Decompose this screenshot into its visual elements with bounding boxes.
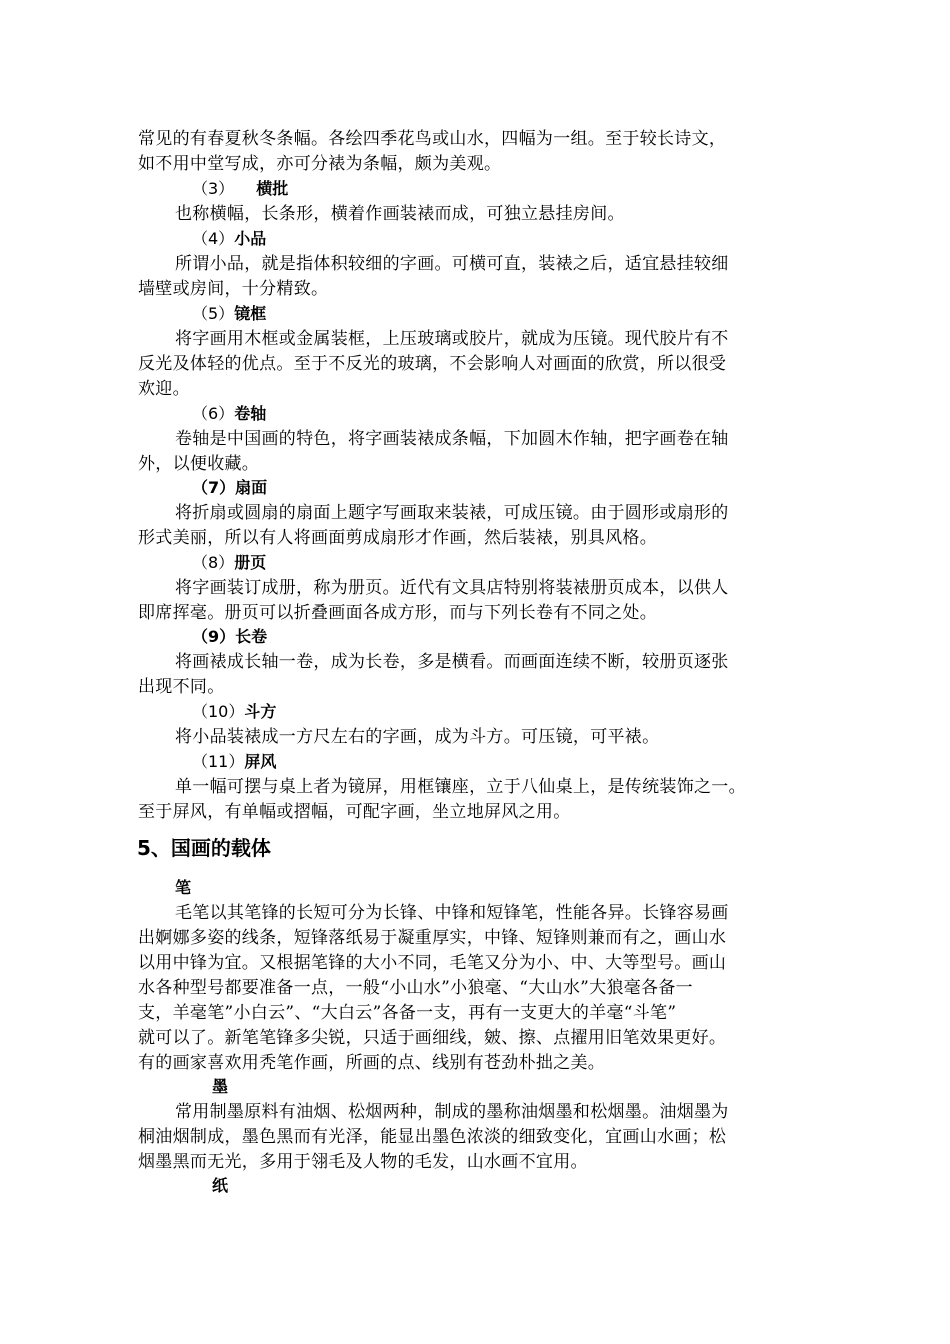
body-text-line: 即席挥毫。册页可以折叠画面各成方形，而与下列长卷有不同之处。 [138, 603, 657, 623]
body-text-line: 墙壁或房间，十分精致。 [138, 279, 329, 299]
subheading-number: （4） [192, 229, 235, 248]
item-heading-brush: 笔 [175, 878, 192, 897]
subheading-number: （5） [192, 304, 235, 323]
body-text-line: 桐油烟制成，墨色黑而有光泽，能显出墨色浓淡的细致变化，宜画山水画；松 [138, 1127, 727, 1147]
subheading-number: （8） [192, 553, 235, 572]
body-text-line: 将折扇或圆扇的扇面上题字写画取来装裱，可成压镜。由于圆形或扇形的 [175, 503, 729, 523]
subheading-number: （11） [192, 752, 245, 771]
body-text-line: 有的画家喜欢用秃笔作画，所画的点、线别有苍劲朴拙之美。 [138, 1053, 606, 1073]
subheading-11 [192, 750, 276, 774]
body-text-line: 如不用中堂写成，亦可分裱为条幅，颇为美观。 [138, 154, 502, 174]
body-text-line: 烟墨黑而无光，多用于翎毛及人物的毛发，山水画不宜用。 [138, 1152, 588, 1172]
body-text-line: 出现不同。 [138, 677, 225, 697]
subheading-4 [192, 227, 266, 251]
subheading-title: 册页 [234, 553, 267, 572]
item-heading-paper: 纸 [212, 1176, 229, 1195]
body-text-line: 将字画用木框或金属装框，上压玻璃或胶片，就成为压镜。现代胶片有不 [175, 329, 729, 349]
body-text-line: 至于屏风，有单幅或摺幅，可配字画，坐立地屏风之用。 [138, 802, 571, 822]
item-heading-ink: 墨 [212, 1077, 229, 1096]
body-text-line: 常见的有春夏秋冬条幅。各绘四季花鸟或山水，四幅为一组。至于较长诗文， [138, 129, 727, 149]
body-text-line: 水各种型号都要准备一点，一般“小山水”小狼毫、“大山水”大狼毫各备一 [138, 978, 693, 998]
body-text-line: 支，羊毫笔”小白云”、“大白云”各备一支，再有一支更大的羊毫“斗笔” [138, 1003, 677, 1023]
subheading-title: 小品 [234, 229, 267, 248]
subheading-title: 卷轴 [234, 404, 267, 423]
body-text-line: 形式美丽，所以有人将画面剪成扇形才作画，然后装裱，别具风格。 [138, 528, 657, 548]
subheading-3 [192, 177, 288, 201]
section-heading: 5、国画的载体 [137, 836, 271, 860]
subheading-8 [192, 551, 266, 575]
body-text-line: 将画裱成长轴一卷，成为长卷，多是横看。而画面连续不断，较册页逐张 [175, 652, 729, 672]
subheading-7 [192, 476, 267, 500]
body-text-line: 毛笔以其笔锋的长短可分为长锋、中锋和短锋笔，性能各异。长锋容易画 [175, 903, 729, 923]
subheading-number: （10） [192, 702, 245, 721]
body-text-line: 欢迎。 [138, 379, 190, 399]
subheading-number: （3） [192, 179, 235, 198]
subheading-title: 斗方 [244, 702, 277, 721]
body-text-line: 所谓小品，就是指体积较细的字画。可横可直，装裱之后，适宜悬挂较细 [175, 254, 729, 274]
body-text-line: 以用中锋为宜。又根据笔锋的大小不同，毛笔又分为小、中、大等型号。画山 [138, 953, 727, 973]
body-text-line: 卷轴是中国画的特色，将字画装裱成条幅，下加圆木作轴，把字画卷在轴 [175, 429, 729, 449]
subheading-number: （9） [192, 627, 236, 646]
body-text-line: 常用制墨原料有油烟、松烟两种，制成的墨称油烟墨和松烟墨。油烟墨为 [175, 1102, 729, 1122]
subheading-title: 横批 [256, 179, 289, 198]
body-text-line: 也称横幅，长条形，横着作画装裱而成，可独立悬挂房间。 [175, 204, 625, 224]
body-text-line: 将字画装订成册，称为册页。近代有文具店特别将装裱册页成本，以供人 [175, 578, 729, 598]
body-text-line: 外，以便收藏。 [138, 454, 260, 474]
subheading-title: 扇面 [235, 478, 268, 497]
subheading-5 [192, 302, 266, 326]
body-text-line: 将小品装裱成一方尺左右的字画，成为斗方。可压镜，可平裱。 [175, 727, 660, 747]
subheading-number: （6） [192, 404, 235, 423]
subheading-10 [192, 700, 276, 724]
subheading-title: 长卷 [235, 627, 268, 646]
subheading-title: 镜框 [234, 304, 267, 323]
body-text-line: 出婀娜多姿的线条，短锋落纸易于凝重厚实，中锋、短锋则兼而有之，画山水 [138, 928, 727, 948]
body-text-line: 单一幅可摆与桌上者为镜屏，用框镶座，立于八仙桌上，是传统装饰之一。 [175, 777, 746, 797]
body-text-line: 就可以了。新笔笔锋多尖锐，只适于画细线，皴、擦、点擢用旧笔效果更好。 [138, 1028, 727, 1048]
body-text-line: 反光及体轻的优点。至于不反光的玻璃，不会影响人对画面的欣赏，所以很受 [138, 354, 727, 374]
subheading-9 [192, 625, 267, 649]
subheading-title: 屏风 [244, 752, 277, 771]
subheading-number: （7） [192, 478, 236, 497]
subheading-6 [192, 402, 266, 426]
